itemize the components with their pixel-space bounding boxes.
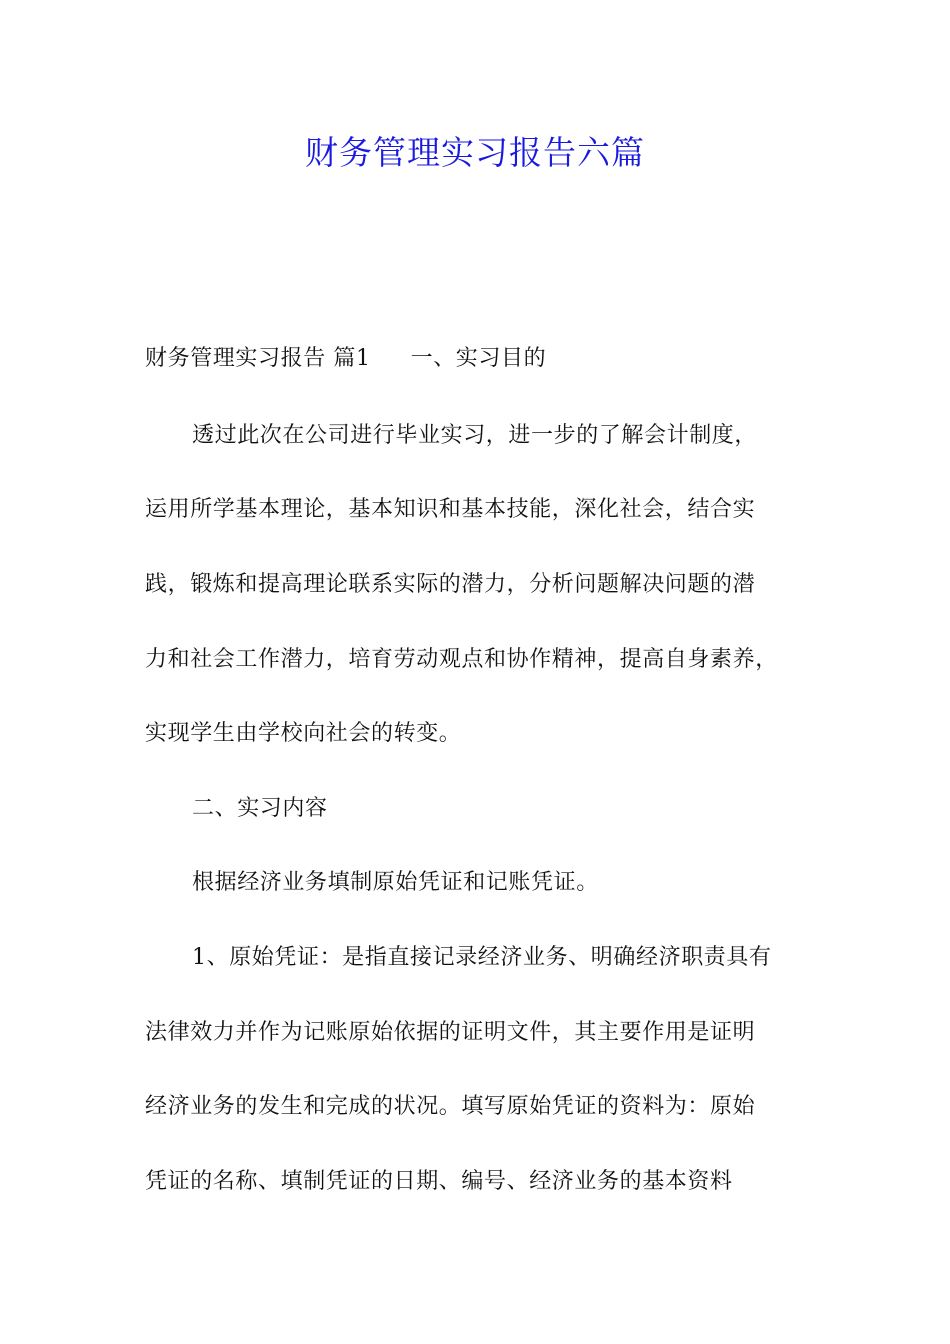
paragraph-line: 运用所学基本理论，基本知识和基本技能，深化社会，结合实 bbox=[145, 497, 756, 522]
paragraph-line: 凭证的名称、填制凭证的日期、编号、经济业务的基本资料 bbox=[145, 1169, 733, 1194]
paragraph-line: 践，锻炼和提高理论联系实际的潜力，分析问题解决问题的潜 bbox=[145, 572, 756, 597]
paragraph-line: 实现学生由学校向社会的转变。 bbox=[145, 721, 462, 746]
paragraph-line: 法律效力并作为记账原始依据的证明文件，其主要作用是证明 bbox=[145, 1020, 756, 1045]
document-title: 财务管理实习报告六篇 bbox=[305, 133, 645, 172]
report-heading: 财务管理实习报告 篇1 bbox=[145, 346, 371, 371]
section-heading-purpose: 一、实习目的 bbox=[410, 346, 547, 371]
paragraph-line: 透过此次在公司进行毕业实习，进一步的了解会计制度， bbox=[192, 423, 758, 448]
report-heading-line bbox=[145, 344, 825, 374]
section-heading-content: 二、实习内容 bbox=[192, 796, 328, 821]
paragraph-line: 力和社会工作潜力，培育劳动观点和协作精神，提高自身素养， bbox=[145, 647, 778, 672]
paragraph-line: 根据经济业务填制原始凭证和记账凭证。 bbox=[192, 870, 599, 895]
paragraph-line: 1、原始凭证：是指直接记录经济业务、明确经济职责具有 bbox=[192, 945, 772, 970]
paragraph-line: 经济业务的发生和完成的状况。填写原始凭证的资料为：原始 bbox=[145, 1094, 756, 1119]
